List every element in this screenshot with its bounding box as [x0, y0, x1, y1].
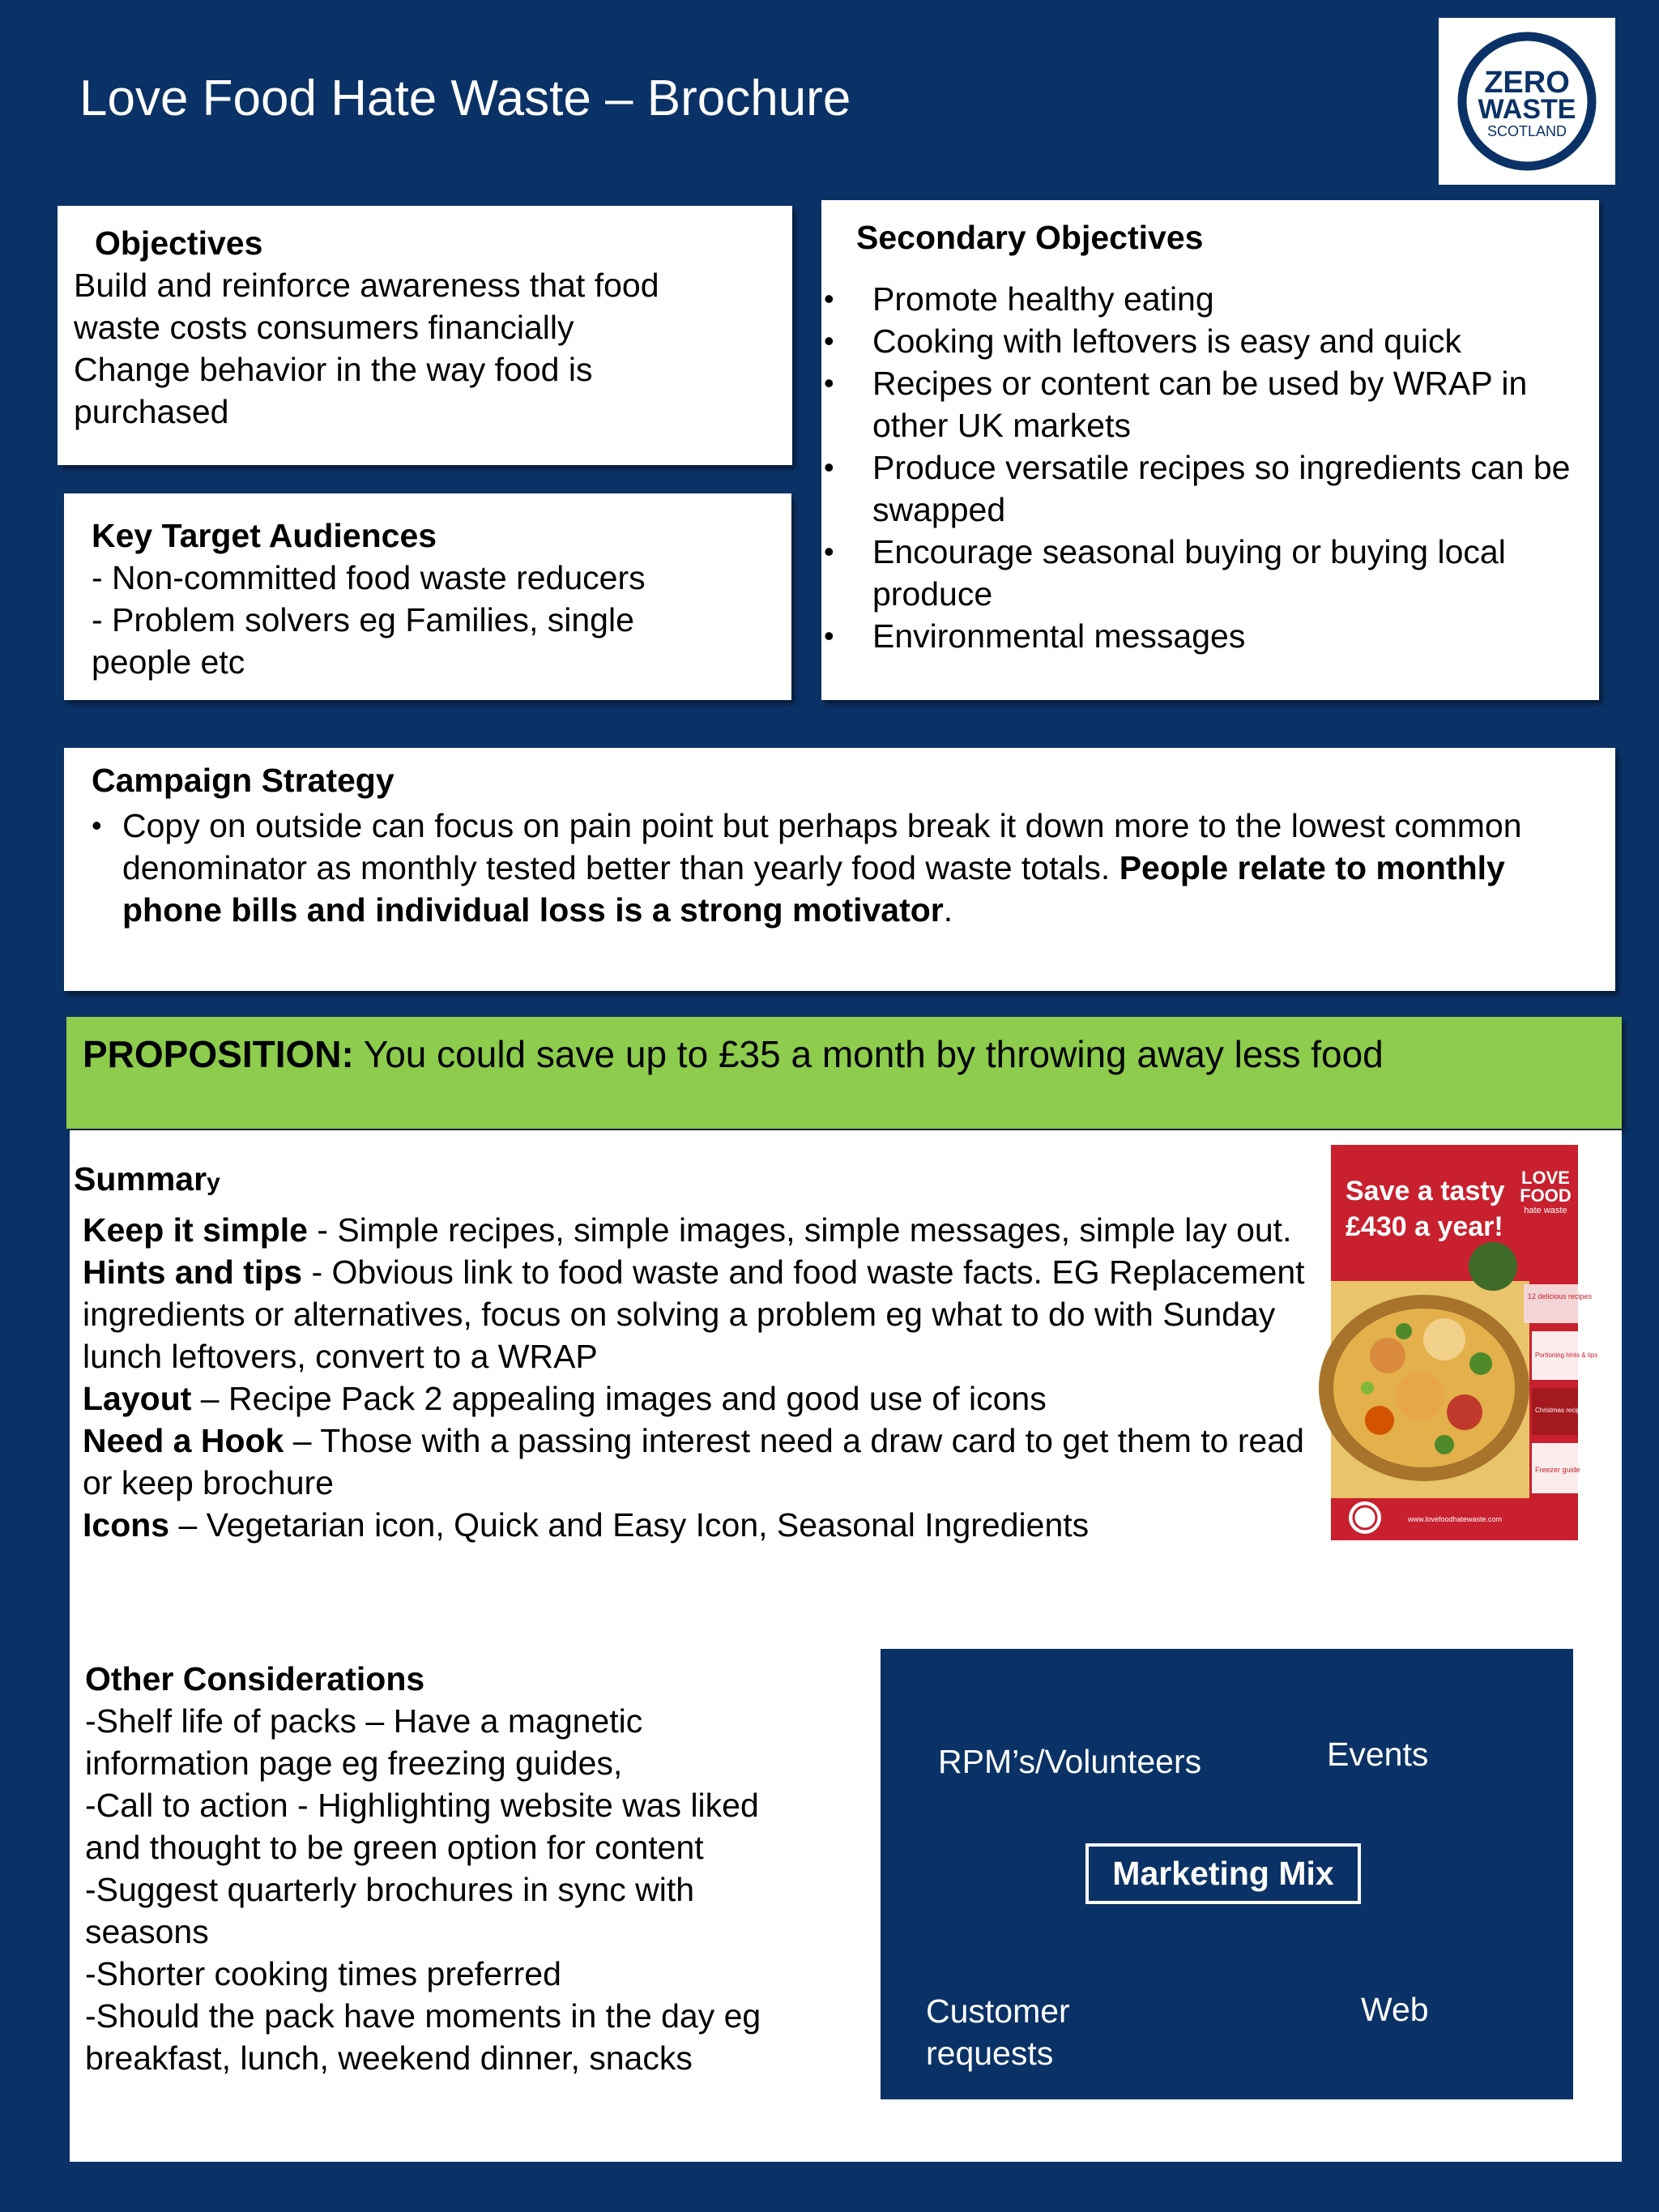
consideration-line: and thought to be green option for content	[85, 1829, 704, 1866]
proposition-label: PROPOSITION:	[83, 1033, 354, 1075]
other-considerations-section	[85, 1658, 863, 2079]
logo-text-scotland: SCOTLAND	[1486, 123, 1567, 139]
zero-waste-scotland-logo	[1439, 18, 1615, 185]
mix-customer-requests	[926, 1990, 1070, 2074]
audiences-line: people etc	[92, 643, 245, 681]
objectives-line: waste costs consumers financially	[74, 309, 574, 346]
logo-text-zero: ZERO	[1484, 66, 1570, 100]
consideration-line: -Should the pack have moments in the day eg	[85, 1997, 761, 2035]
audiences-line: - Problem solvers eg Families, single	[92, 601, 634, 638]
objectives-heading: Objectives	[95, 224, 263, 262]
summary-heading-tail: y	[207, 1169, 220, 1196]
mix-customer-requests-line-1: Customer	[926, 1992, 1070, 2030]
objectives-line: purchased	[74, 393, 229, 430]
strategy-end: .	[943, 891, 953, 929]
cover-badge-1: 12 delicious recipes	[1528, 1292, 1593, 1300]
secondary-objectives-heading: Secondary Objectives	[856, 219, 1204, 256]
campaign-strategy-heading: Campaign Strategy	[92, 762, 394, 799]
list-item: • Promote healthy eating	[824, 278, 1575, 320]
brochure-cover-image	[1331, 1145, 1602, 1540]
list-item: • Encourage seasonal buying or buying local produce	[824, 531, 1575, 615]
mix-events: Events	[1327, 1736, 1429, 1773]
strategy-bold-text: People relate to monthly phone bills and individual loss is a strong motivator	[122, 849, 1505, 929]
list-item: • Environmental messages	[824, 615, 1575, 657]
mix-web: Web	[1361, 1991, 1429, 2028]
campaign-strategy-list	[92, 805, 1591, 931]
audiences-line: - Non-committed food waste reducers	[92, 559, 646, 596]
secondary-objectives-panel	[821, 200, 1599, 700]
cover-brand-1: LOVE	[1521, 1168, 1570, 1188]
mix-customer-requests-line-2: requests	[926, 2035, 1054, 2072]
summary-list	[74, 1209, 1309, 1546]
secondary-objectives-list	[821, 278, 1575, 657]
cover-brand-2: FOOD	[1520, 1185, 1572, 1206]
consideration-line: seasons	[85, 1913, 209, 1950]
list-item	[92, 805, 1591, 931]
consideration-line: breakfast, lunch, weekend dinner, snacks	[85, 2039, 693, 2077]
mix-rpm-volunteers: RPM’s/Volunteers	[938, 1743, 1202, 1780]
summary-item: Icons – Vegetarian icon, Quick and Easy Icon, Seasonal Ingredients	[83, 1506, 1090, 1544]
summary-heading-main: Summar	[74, 1160, 207, 1198]
campaign-strategy-panel	[64, 748, 1615, 991]
cover-url: www.lovefoodhatewaste.com	[1408, 1515, 1503, 1523]
summary-item: Need a Hook – Those with a passing interest need a draw card to get them to read or keep brochure	[83, 1422, 1304, 1501]
logo-text-waste: WASTE	[1478, 94, 1576, 125]
consideration-line: -Shelf life of packs – Have a magnetic	[85, 1702, 643, 1740]
strategy-text: Copy on outside can focus on pain point but perhaps break it down more to the lowest common denominator as monthly tested better than yearly food waste totals.	[122, 807, 1522, 886]
consideration-line: -Shorter cooking times preferred	[85, 1955, 561, 1992]
proposition-banner	[66, 1017, 1622, 1129]
consideration-line: information page eg freezing guides,	[85, 1744, 623, 1782]
consideration-line: -Suggest quarterly brochures in sync with	[85, 1871, 695, 1908]
page-title: Love Food Hate Waste – Brochure	[79, 70, 851, 126]
list-item: • Recipes or content can be used by WRAP in other UK markets	[824, 362, 1575, 446]
logo-mark	[1439, 18, 1615, 185]
audiences-panel	[64, 493, 791, 700]
cover-badge-4: Freezer guide	[1535, 1466, 1580, 1474]
summary-heading	[74, 1158, 1309, 1204]
list-item: • Cooking with leftovers is easy and quick	[824, 320, 1575, 362]
consideration-line: -Call to action - Highlighting website was liked	[85, 1787, 759, 1824]
cover-badge-3: Christmas recipe & tips	[1535, 1407, 1602, 1414]
cover-headline-1: Save a tasty	[1346, 1176, 1505, 1206]
objectives-panel	[58, 206, 792, 465]
cover-headline-2: £430 a year!	[1346, 1211, 1503, 1242]
proposition-text: You could save up to £35 a month by throwing away less food	[353, 1033, 1384, 1075]
other-considerations-heading: Other Considerations	[85, 1660, 425, 1697]
cover-badge-2: Portioning hints & tips	[1535, 1352, 1598, 1359]
summary-section	[74, 1158, 1309, 1546]
cover-brand-3: hate waste	[1524, 1206, 1567, 1215]
summary-item: Keep it simple - Simple recipes, simple images, simple messages, simple lay out.	[83, 1211, 1292, 1249]
marketing-mix-label: Marketing Mix	[1085, 1843, 1361, 1904]
summary-item: Hints and tips - Obvious link to food waste and food waste facts. EG Replacement ingredients or alternatives, focus on solving a problem eg what to do with Sunday lunch leftovers, convert to a WRAP	[83, 1253, 1305, 1375]
audiences-heading: Key Target Audiences	[92, 517, 437, 554]
brochure-cover-art	[1331, 1145, 1602, 1540]
objectives-line: Change behavior in the way food is	[74, 351, 593, 388]
list-item: • Produce versatile recipes so ingredients can be swapped	[824, 446, 1575, 531]
summary-item: Layout – Recipe Pack 2 appealing images and good use of icons	[83, 1380, 1047, 1417]
objectives-line: Build and reinforce awareness that food	[74, 267, 659, 304]
